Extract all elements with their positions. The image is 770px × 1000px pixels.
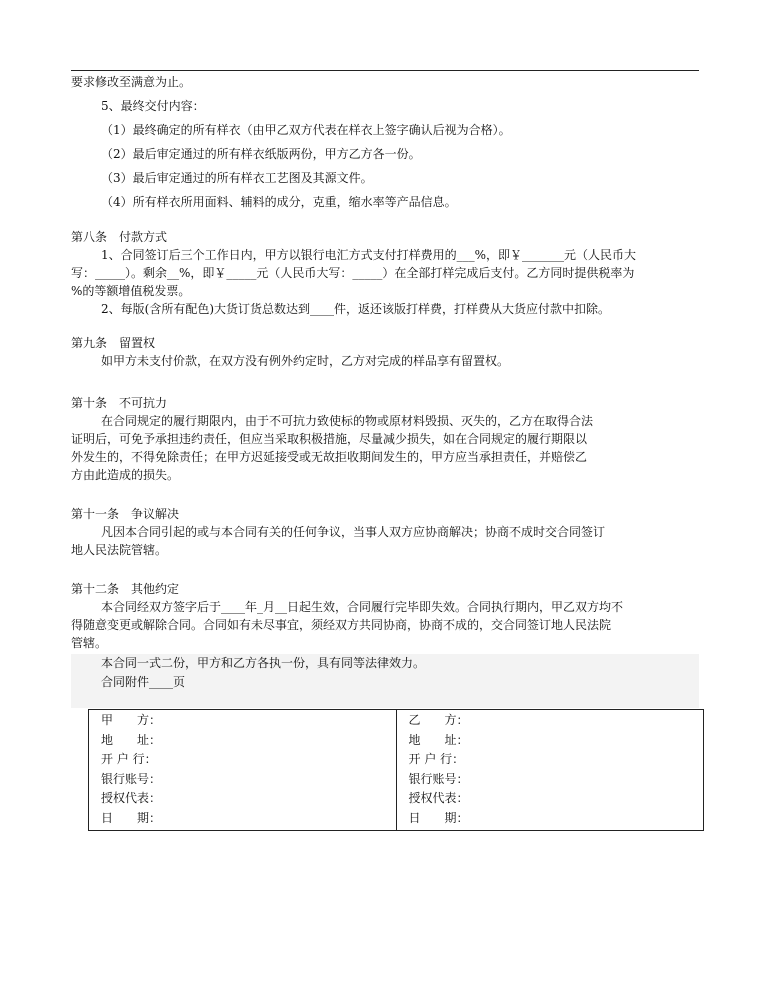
text-line: 要求修改至满意为止。: [71, 75, 192, 89]
text-line: 如甲方未支付价款，在双方没有例外约定时，乙方对完成的样品享有留置权。: [101, 354, 510, 368]
text-line: 地人民法院管辖。: [71, 543, 168, 557]
section-heading: 第十一条 争议解决: [71, 507, 180, 521]
party-b-bank-label: 开 户 行：: [408, 752, 465, 766]
text-line: %的等额增值税发票。: [71, 284, 191, 298]
text-line: 写：_____）。剩余__%，即￥_____元（人民币大写：_____）在全部打样完成后支付。乙方同时提供税率为: [71, 266, 635, 280]
party-a-bank-label: 开 户 行：: [101, 752, 157, 766]
text-line: 本合同经双方签字后于____年_月__日起生效，合同履行完毕即失效。合同执行期内，甲乙双方均不: [101, 600, 624, 614]
party-b-name-label: 乙 方：: [408, 713, 469, 727]
text-line: 凡因本合同引起的或与本合同有关的任何争议，当事人双方应协商解决；协商不成时交合同签订: [101, 525, 606, 539]
text-line: 外发生的，不得免除责任；在甲方迟延接受或无故拒收期间发生的，甲方应当承担责任，并赔偿乙: [71, 450, 588, 464]
text-line: 2、每版(含所有配色)大货订货总数达到____件，返还该版打样费，打样费从大货应付款中扣除。: [101, 302, 611, 316]
section-heading: 第八条 付款方式: [71, 230, 168, 244]
party-a-name-label: 甲 方：: [101, 713, 162, 727]
text-line: 在合同规定的履行期限内，由于不可抗力致使标的物或原材料毁损、灭失的，乙方在取得合法: [101, 414, 594, 428]
party-b-address-label: 地 址：: [408, 732, 469, 747]
text-line: 方由此造成的损失。: [71, 468, 180, 482]
party-b-account-label: 银行账号：: [408, 771, 469, 786]
text-line: 管辖。: [71, 636, 108, 650]
party-a-date-label: 日 期：: [101, 810, 162, 825]
party-a-representative-label: 授权代表：: [101, 791, 162, 805]
header-rule: [71, 70, 699, 71]
section-heading: 第十条 不可抗力: [71, 396, 168, 410]
text-line: （3）最后审定通过的所有样衣工艺图及其源文件。: [101, 171, 373, 185]
text-line: 得随意变更或解除合同。合同如有未尽事宜，须经双方共同协商，协商不成的，交合同签订地人民法院: [71, 618, 612, 632]
text-line: （1）最终确定的所有样衣（由甲乙双方代表在样衣上签字确认后视为合格）。: [101, 123, 511, 137]
text-line: （4）所有样衣所用面料、辅料的成分，克重，缩水率等产品信息。: [101, 195, 457, 209]
party-a-address-label: 地 址：: [101, 732, 162, 747]
party-a-account-label: 银行账号：: [101, 771, 162, 786]
section-heading: 第十二条 其他约定: [71, 582, 180, 596]
text-line: 5、最终交付内容：: [101, 99, 205, 113]
party-b-date-label: 日 期：: [408, 810, 469, 825]
party-b-representative-label: 授权代表：: [408, 791, 469, 805]
text-line: 合同附件____页: [101, 675, 186, 689]
text-line: 证明后，可免予承担违约责任，但应当采取积极措施，尽量减少损失，如在合同规定的履行期限以: [71, 432, 588, 446]
party-b-cell: [396, 710, 704, 831]
text-line: 本合同一式二份，甲方和乙方各执一份，具有同等法律效力。: [101, 656, 426, 670]
text-line: 1、合同签订后三个工作日内，甲方以银行电汇方式支付打样费用的___%，即￥_______元（人民币大: [101, 248, 637, 262]
signature-table: [88, 709, 704, 831]
text-line: （2）最后审定通过的所有样衣纸版两份，甲方乙方各一份。: [101, 147, 421, 161]
section-heading: 第九条 留置权: [71, 336, 156, 350]
party-a-cell: [89, 710, 397, 831]
